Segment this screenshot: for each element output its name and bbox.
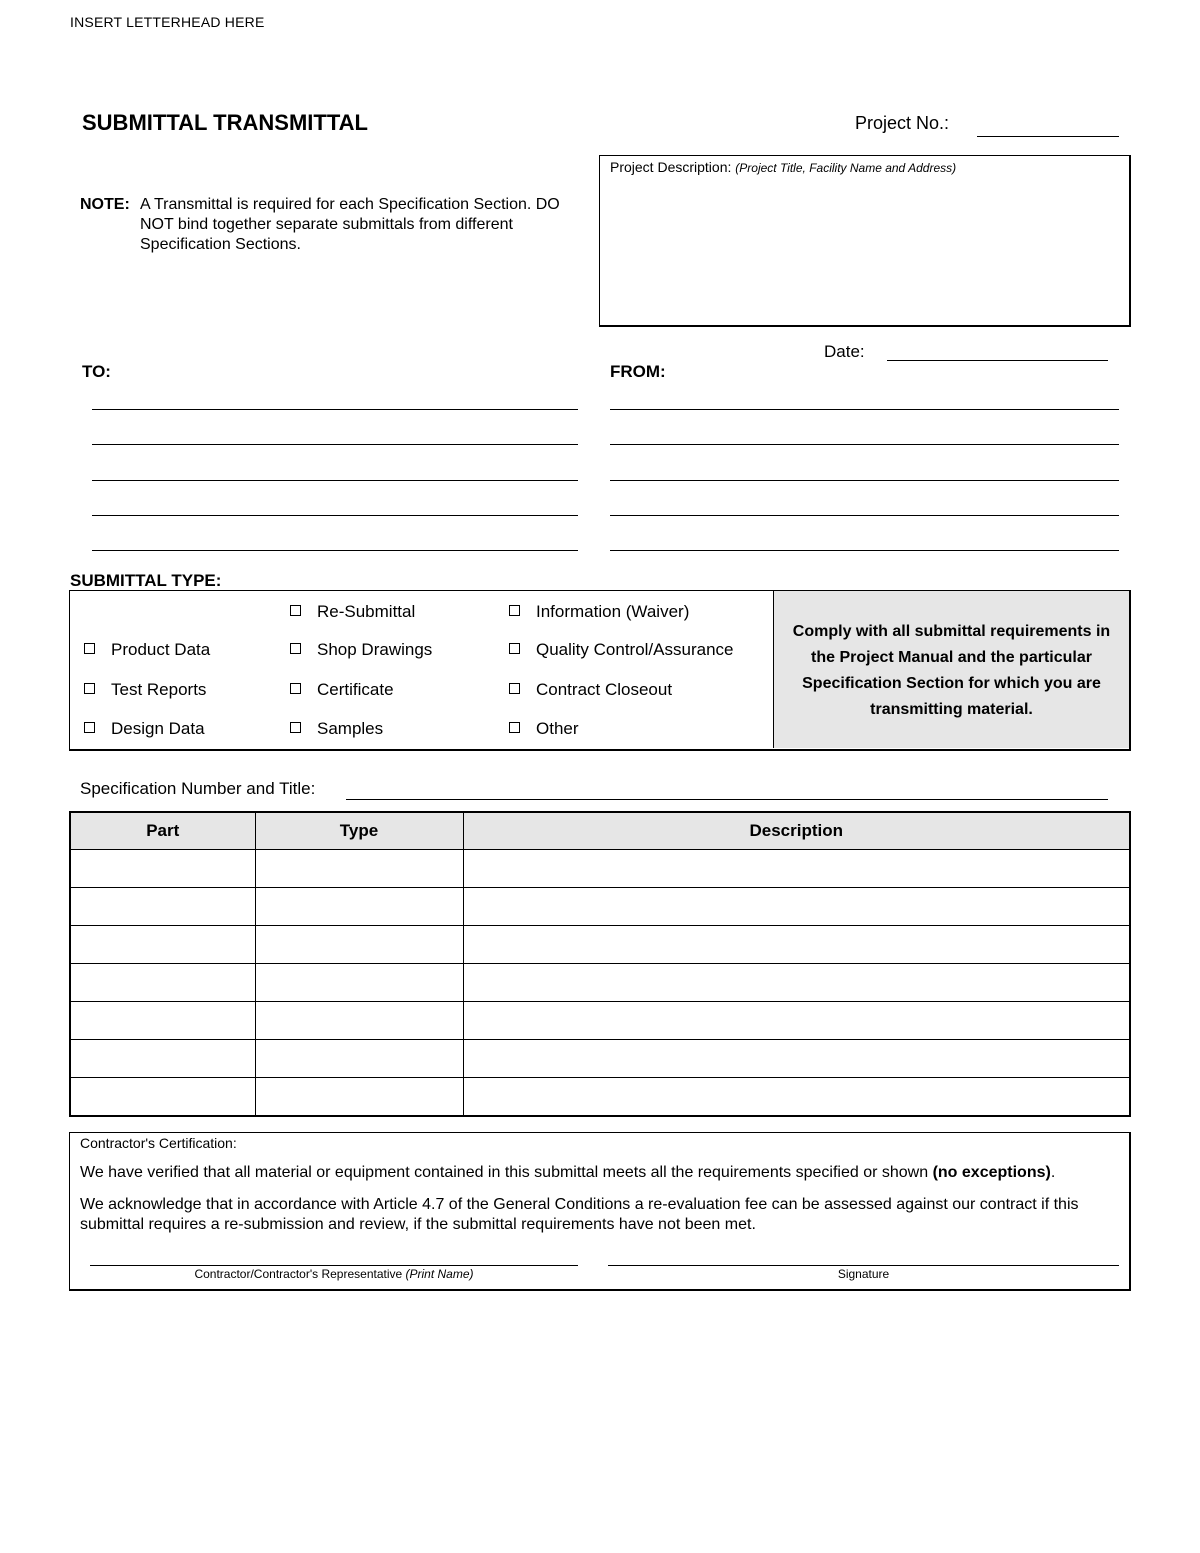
submittal-requirements-text: Comply with all submittal requirements in the Project Manual and the particular Specification Section for which you are transmitting material. xyxy=(792,623,1111,718)
checkbox-icon xyxy=(290,643,301,654)
checkbox-quality-control[interactable]: Quality Control/Assurance xyxy=(509,640,733,660)
submittal-requirements-notice xyxy=(773,591,1129,748)
checkbox-icon xyxy=(84,643,95,654)
description-cell[interactable] xyxy=(463,850,1130,888)
checkbox-icon xyxy=(290,722,301,733)
column-header-part: Part xyxy=(70,812,255,850)
checkbox-certificate[interactable]: Certificate xyxy=(290,680,394,700)
part-cell[interactable] xyxy=(70,926,255,964)
checkbox-icon xyxy=(290,683,301,694)
checkbox-icon xyxy=(509,605,520,616)
checkbox-design-data[interactable]: Design Data xyxy=(84,719,205,739)
from-line-4[interactable] xyxy=(610,515,1119,516)
part-cell[interactable] xyxy=(70,1040,255,1078)
part-cell[interactable] xyxy=(70,964,255,1002)
checkbox-other[interactable]: Other xyxy=(509,719,579,739)
from-line-5[interactable] xyxy=(610,550,1119,551)
signature-line[interactable]: Signature xyxy=(608,1265,1119,1281)
from-line-1[interactable] xyxy=(610,409,1119,410)
checkbox-contract-closeout[interactable]: Contract Closeout xyxy=(509,680,672,700)
description-cell[interactable] xyxy=(463,1078,1130,1117)
checkbox-samples[interactable]: Samples xyxy=(290,719,383,739)
part-cell[interactable] xyxy=(70,1078,255,1117)
checkbox-shop-drawings[interactable]: Shop Drawings xyxy=(290,640,432,660)
note-label: NOTE: xyxy=(80,196,130,213)
column-header-type: Type xyxy=(255,812,463,850)
parts-table xyxy=(69,811,1131,1117)
table-row xyxy=(70,1002,1130,1040)
type-cell[interactable] xyxy=(255,1078,463,1117)
checkbox-resubmittal[interactable]: Re-Submittal xyxy=(290,602,415,622)
table-row xyxy=(70,888,1130,926)
table-row xyxy=(70,964,1130,1002)
project-description-hint: (Project Title, Facility Name and Address) xyxy=(735,161,957,175)
checkbox-product-data[interactable]: Product Data xyxy=(84,640,210,660)
to-line-5[interactable] xyxy=(92,550,578,551)
from-line-2[interactable] xyxy=(610,444,1119,445)
checkbox-icon xyxy=(509,643,520,654)
part-cell[interactable] xyxy=(70,888,255,926)
type-cell[interactable] xyxy=(255,888,463,926)
contractor-certification-box xyxy=(69,1132,1131,1291)
submittal-type-box xyxy=(69,590,1131,751)
checkbox-information-waiver[interactable]: Information (Waiver) xyxy=(509,602,689,622)
type-cell[interactable] xyxy=(255,926,463,964)
description-cell[interactable] xyxy=(463,1002,1130,1040)
project-description-box[interactable] xyxy=(599,155,1131,327)
part-cell[interactable] xyxy=(70,850,255,888)
certification-label: Contractor's Certification: xyxy=(80,1135,237,1151)
to-line-3[interactable] xyxy=(92,480,578,481)
form-title: SUBMITTAL TRANSMITTAL xyxy=(82,110,368,135)
project-description-label: Project Description: (Project Title, Facility Name and Address) xyxy=(610,159,957,175)
letterhead-placeholder: INSERT LETTERHEAD HERE xyxy=(70,14,265,30)
date-field[interactable] xyxy=(887,360,1108,361)
checkbox-icon xyxy=(84,683,95,694)
checkbox-icon xyxy=(84,722,95,733)
checkbox-icon xyxy=(290,605,301,616)
spec-number-title-label: Specification Number and Title: xyxy=(80,779,316,798)
from-line-3[interactable] xyxy=(610,480,1119,481)
date-label: Date: xyxy=(824,342,865,361)
spec-number-title-field[interactable] xyxy=(346,799,1108,800)
part-cell[interactable] xyxy=(70,1002,255,1040)
type-cell[interactable] xyxy=(255,1002,463,1040)
column-header-description: Description xyxy=(463,812,1130,850)
project-no-label: Project No.: xyxy=(855,113,950,133)
certification-statement-2: We acknowledge that in accordance with Article 4.7 of the General Conditions a re-evaluation fee can be assessed against our contract if this submittal requires a re-submission and review, if the submittal requirements have not been met. xyxy=(80,1196,1079,1233)
checkbox-icon xyxy=(509,683,520,694)
certification-statement-1: We have verified that all material or equipment contained in this submittal meets all the requirements specified or shown (no exceptions). xyxy=(80,1164,1056,1181)
description-cell[interactable] xyxy=(463,888,1130,926)
to-label: TO: xyxy=(82,362,111,381)
description-cell[interactable] xyxy=(463,964,1130,1002)
note-text: A Transmittal is required for each Specification Section. DO NOT bind together separate submittals from different Specification Sections. xyxy=(140,196,560,253)
to-line-2[interactable] xyxy=(92,444,578,445)
description-cell[interactable] xyxy=(463,1040,1130,1078)
from-label: FROM: xyxy=(610,362,666,381)
to-line-1[interactable] xyxy=(92,409,578,410)
type-cell[interactable] xyxy=(255,1040,463,1078)
checkbox-icon xyxy=(509,722,520,733)
type-cell[interactable] xyxy=(255,850,463,888)
table-row xyxy=(70,1078,1130,1117)
table-header-row xyxy=(70,812,1130,850)
description-cell[interactable] xyxy=(463,926,1130,964)
to-line-4[interactable] xyxy=(92,515,578,516)
submittal-type-label: SUBMITTAL TYPE: xyxy=(70,571,222,590)
table-row xyxy=(70,850,1130,888)
table-row xyxy=(70,926,1130,964)
project-no-field[interactable] xyxy=(977,136,1119,137)
no-exceptions-text: (no exceptions) xyxy=(932,1164,1051,1181)
checkbox-test-reports[interactable]: Test Reports xyxy=(84,680,206,700)
print-name-line[interactable]: Contractor/Contractor's Representative (Print Name) xyxy=(90,1265,578,1281)
table-row xyxy=(70,1040,1130,1078)
type-cell[interactable] xyxy=(255,964,463,1002)
